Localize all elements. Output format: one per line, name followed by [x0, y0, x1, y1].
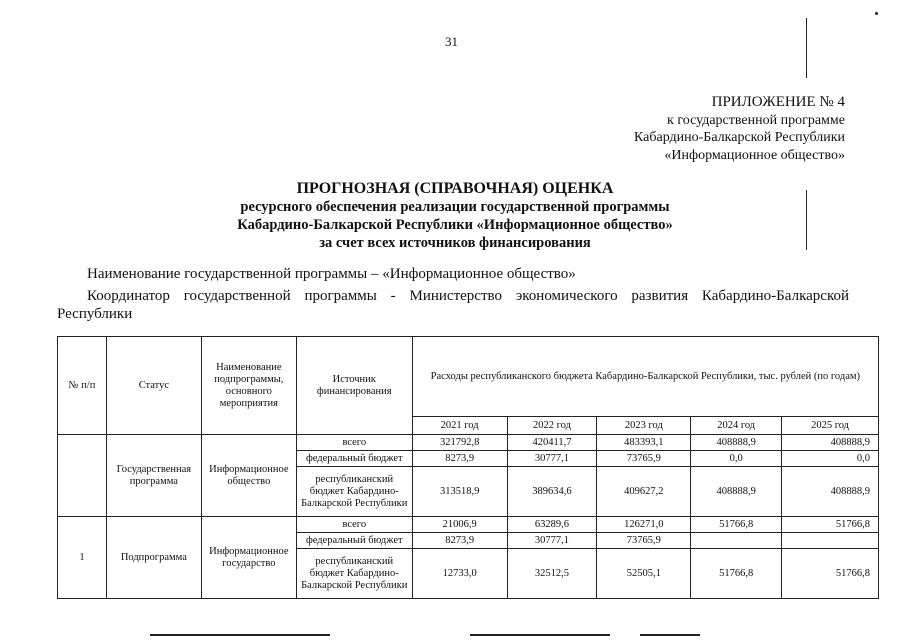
value-cell: 30777,1 [507, 533, 597, 549]
value-cell: 51766,8 [691, 517, 782, 533]
value-cell: 51766,8 [782, 517, 879, 533]
value-cell: 408888,9 [782, 435, 879, 451]
year-header: 2022 год [507, 417, 597, 435]
header-num: № п/п [58, 337, 107, 435]
value-cell: 51766,8 [691, 549, 782, 599]
value-cell: 73765,9 [597, 533, 691, 549]
value-cell: 73765,9 [597, 451, 691, 467]
value-cell: 0,0 [782, 451, 879, 467]
program-info [57, 265, 849, 323]
value-cell: 21006,9 [412, 517, 507, 533]
year-header: 2023 год [597, 417, 691, 435]
budget-table [57, 336, 879, 599]
row-status: Подпрограмма [106, 517, 201, 599]
row-status: Государственная программа [106, 435, 201, 517]
value-cell: 8273,9 [412, 451, 507, 467]
appendix-line-4: «Информационное общество» [664, 147, 845, 163]
page-number: 31 [445, 34, 458, 49]
value-cell: 409627,2 [597, 467, 691, 517]
appendix-header [525, 94, 845, 164]
program-name: Наименование государственной программы – «Информационное общество» [87, 266, 576, 282]
scan-artifact-line [470, 634, 610, 636]
value-cell: 32512,5 [507, 549, 597, 599]
value-cell: 321792,8 [412, 435, 507, 451]
value-cell [782, 533, 879, 549]
appendix-line-3: Кабардино-Балкарской Республики [634, 130, 845, 145]
row-source: федеральный бюджет [296, 533, 412, 549]
scan-artifact-line [150, 634, 330, 636]
appendix-title: ПРИЛОЖЕНИЕ № 4 [711, 94, 845, 110]
header-expenses: Расходы республиканского бюджета Кабардино-Балкарской Республики, тыс. рублей (по годам) [412, 337, 878, 417]
row-name: Информационное государство [201, 517, 296, 599]
header-status: Статус [106, 337, 201, 435]
title-line-4: за счет всех источников финансирования [319, 235, 591, 251]
value-cell: 63289,6 [507, 517, 597, 533]
value-cell [691, 533, 782, 549]
row-source: федеральный бюджет [296, 451, 412, 467]
title-line-1: ПРОГНОЗНАЯ (СПРАВОЧНАЯ) ОЦЕНКА [296, 180, 614, 197]
value-cell: 313518,9 [412, 467, 507, 517]
table-row [58, 435, 879, 451]
scan-artifact-dot [875, 12, 878, 15]
value-cell: 483393,1 [597, 435, 691, 451]
row-num [58, 435, 107, 517]
header-source: Источник финансирования [296, 337, 412, 435]
header-name: Наименование подпрограммы, основного мероприятия [201, 337, 296, 435]
program-coordinator: Координатор государственной программы - Министерство экономического развития Кабардино-Балкарской Республики [57, 288, 849, 322]
document-title [120, 180, 790, 252]
row-num: 1 [58, 517, 107, 599]
year-header: 2021 год [412, 417, 507, 435]
value-cell: 30777,1 [507, 451, 597, 467]
value-cell: 408888,9 [691, 467, 782, 517]
scan-artifact-line [806, 18, 807, 78]
value-cell: 408888,9 [691, 435, 782, 451]
year-header: 2025 год [782, 417, 879, 435]
scan-artifact-line [806, 190, 807, 250]
title-line-3: Кабардино-Балкарской Республики «Информационное общество» [237, 217, 673, 233]
value-cell: 12733,0 [412, 549, 507, 599]
row-source: всего [296, 517, 412, 533]
row-source: республиканский бюджет Кабардино-Балкарской Республики [296, 467, 412, 517]
value-cell: 126271,0 [597, 517, 691, 533]
value-cell: 51766,8 [782, 549, 879, 599]
row-source: всего [296, 435, 412, 451]
value-cell: 389634,6 [507, 467, 597, 517]
value-cell: 0,0 [691, 451, 782, 467]
value-cell: 408888,9 [782, 467, 879, 517]
appendix-line-2: к государственной программе [667, 112, 845, 128]
value-cell: 8273,9 [412, 533, 507, 549]
value-cell: 52505,1 [597, 549, 691, 599]
title-line-2: ресурсного обеспечения реализации государственной программы [240, 199, 670, 215]
row-source: республиканский бюджет Кабардино-Балкарской Республики [296, 549, 412, 599]
scan-artifact-line [640, 634, 700, 636]
row-name: Информационное общество [201, 435, 296, 517]
year-header: 2024 год [691, 417, 782, 435]
value-cell: 420411,7 [507, 435, 597, 451]
table-row [58, 517, 879, 533]
